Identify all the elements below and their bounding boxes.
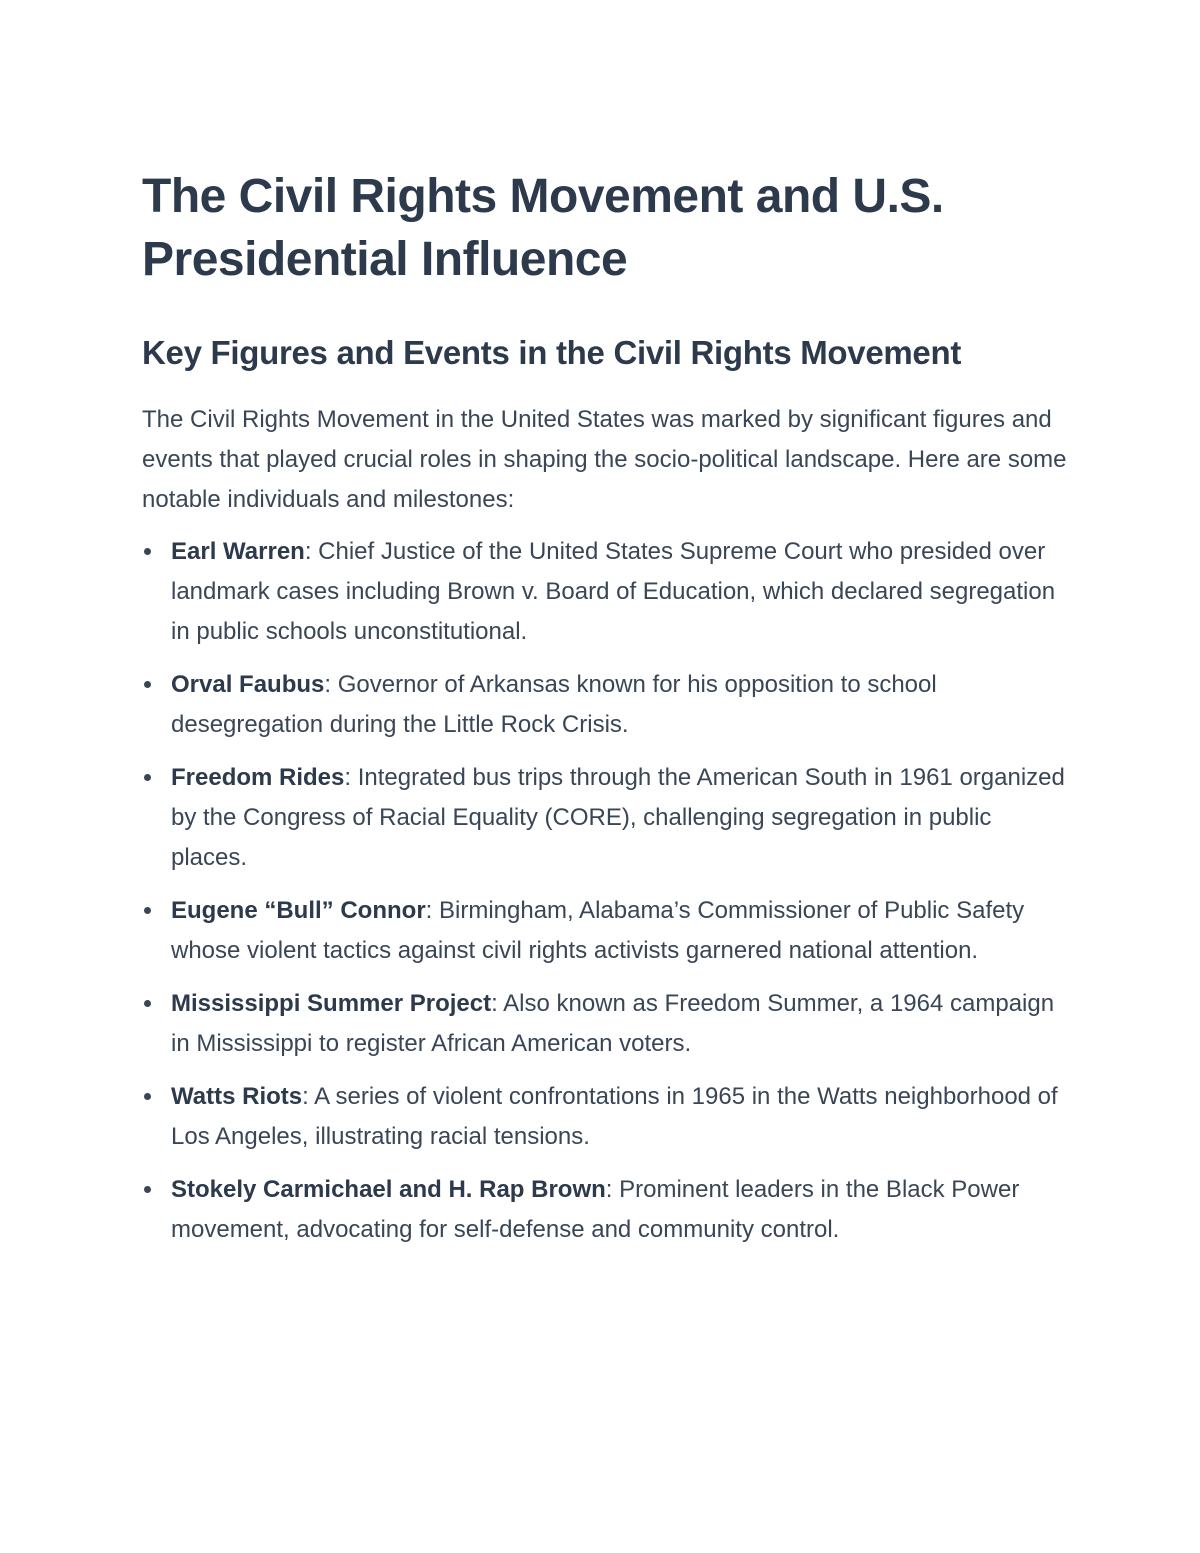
- item-term: Watts Riots: [171, 1083, 303, 1110]
- item-description: : Also known as Freedom Summer, a 1964 campaign in Mississippi to register African American voters.: [171, 990, 1055, 1057]
- item-term: Mississippi Summer Project: [171, 990, 492, 1017]
- list-item: [142, 665, 1072, 745]
- bullet-icon: [144, 681, 151, 688]
- item-description: : A series of violent confrontations in 1965 in the Watts neighborhood of Los Angeles, illustrating racial tensions.: [171, 1083, 1058, 1150]
- item-term: Earl Warren: [171, 538, 305, 565]
- list-item: [142, 984, 1072, 1064]
- section-heading: Key Figures and Events in the Civil Rights Movement: [142, 334, 962, 371]
- list-item: [142, 1077, 1072, 1157]
- item-description: : Birmingham, Alabama’s Commissioner of Public Safety whose violent tactics against civil rights activists garnered national attention.: [171, 897, 1025, 964]
- list-item: [142, 891, 1072, 971]
- item-description: : Governor of Arkansas known for his opposition to school desegregation during the Little Rock Crisis.: [171, 671, 937, 738]
- bullet-icon: [144, 1093, 151, 1100]
- bullet-icon: [144, 1186, 151, 1193]
- document-title: The Civil Rights Movement and U.S. Presidential Influence: [142, 170, 944, 286]
- list-item: [142, 532, 1072, 652]
- list-item: [142, 758, 1072, 878]
- item-term: Freedom Rides: [171, 764, 345, 791]
- item-description: : Chief Justice of the United States Supreme Court who presided over landmark cases including Brown v. Board of Education, which declared segregation in public schools unconstitutional.: [171, 538, 1056, 645]
- item-description: : Prominent leaders in the Black Power movement, advocating for self-defense and community control.: [171, 1176, 1020, 1243]
- item-description: : Integrated bus trips through the American South in 1961 organized by the Congress of Racial Equality (CORE), challenging segregation in public places.: [171, 764, 1065, 871]
- document-page: [142, 165, 1072, 1263]
- list-item: [142, 1170, 1072, 1250]
- figures-events-list: [142, 532, 1072, 1250]
- item-term: Stokely Carmichael and H. Rap Brown: [171, 1176, 606, 1203]
- intro-paragraph: The Civil Rights Movement in the United States was marked by significant figures and events that played crucial roles in shaping the socio-political landscape. Here are some notable individuals and milestones:: [142, 406, 1067, 513]
- bullet-icon: [144, 907, 151, 914]
- bullet-icon: [144, 774, 151, 781]
- bullet-icon: [144, 548, 151, 555]
- item-term: Orval Faubus: [171, 671, 325, 698]
- item-term: Eugene “Bull” Connor: [171, 897, 426, 924]
- bullet-icon: [144, 1000, 151, 1007]
